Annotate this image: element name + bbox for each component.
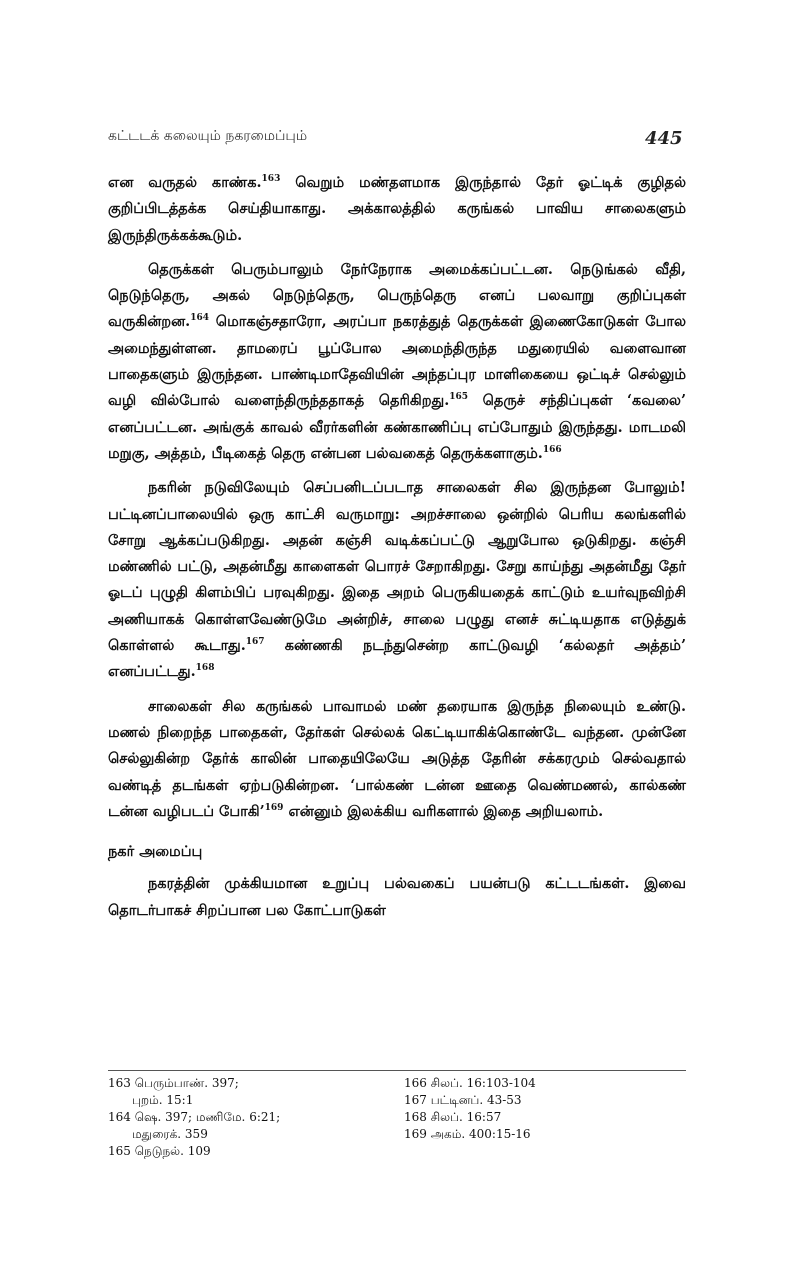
paragraph-text: என வருதல் காண்க.	[108, 174, 262, 191]
footnote: 163 பெரும்பாண். 397;	[108, 1076, 239, 1090]
paragraph-text: கண்ணகி நடந்துசென்ற காட்டுவழி ‘கல்லதர் அத்தம்’ எனப்பட்டது.	[108, 637, 686, 681]
footnote-ref: 168	[195, 663, 215, 674]
paragraph-text: தெருச் சந்திப்புகள் ‘கவலை’ எனப்பட்டன. அங்குக் காவல் வீரர்களின் கண்காணிப்பு எப்போதும் இருந்தது. மாடமலி மறுகு, அத்தம், பீடிகைத் தெரு என்பன பல்வகைத் தெருக்களாகும்.	[108, 392, 686, 462]
page-number: 445	[645, 128, 683, 149]
footnote: 168 சிலப். 16:57	[404, 1110, 502, 1124]
paragraph-1	[108, 170, 686, 249]
footnote-ref: 163	[261, 174, 281, 185]
paragraph-text: நகரின் நடுவிலேயும் செப்பனிடப்படாத சாலைகள் சில இருந்தன போலும்! பட்டினப்பாலையில் ஒரு காட்சி வருமாறு: அறச்சாலை ஒன்றில் பெரிய கலங்களில் சோறு ஆக்கப்படுகிறது. அதன் கஞ்சி வடிக்கப்பட்டு ஆறுபோல ஒடுகிறது. கஞ்சி மண்ணில் பட்டு, அதன்மீது காளைகள் பொரச் சேறாகிறது. சேறு காய்ந்து அதன்மீது தேர் ஓடப் புழுதி கிளம்பிப் பரவுகிறது. இதை அறம் பெருகியதைக் காட்டும் உயர்வுநவிற்சி அணியாகக் கொள்ளவேண்டுமே அன்றிச், சாலை பழுது எனச் சுட்டியதாக எடுத்துக் கொள்ளல் கூடாது.	[108, 479, 686, 655]
footnote-divider	[108, 1070, 686, 1071]
paragraph-text: வெறும் மண்தளமாக இருந்தால் தேர் ஓட்டிக் குழிதல் குறிப்பிடத்தக்க செய்தியாகாது. அக்காலத்தில் கருங்கல் பாவிய சாலைகளும் இருந்திருக்கக்கூடும்.	[108, 174, 686, 244]
footnote: 167 பட்டினப். 43-53	[404, 1093, 522, 1107]
main-text	[108, 170, 686, 932]
footnote-ref: 169	[264, 803, 284, 813]
footnote-ref: 167	[245, 637, 265, 648]
paragraph-text: என்னும் இலக்கிய வரிகளால் இதை அறியலாம்.	[283, 802, 604, 820]
footnote-ref: 165	[449, 392, 469, 403]
footnote: 166 சிலப். 16:103-104	[404, 1076, 536, 1090]
paragraph-text: மொகஞ்சதாரோ, அரப்பா நகரத்துத் தெருக்கள் இணைகோடுகள் போல அமைந்துள்ளன. தாமரைப் பூப்போல அமைந்திருந்த மதுரையில் வளைவான பாதைகளும் இருந்தன. பாண்டிமாதேவியின் அந்தப்புர மாளிகையை ஒட்டிச் செல்லும் வழி வில்போல் வளைந்திருந்ததாகத் தெரிகிறது.	[108, 313, 686, 410]
footnote: 164 ஷெ. 397; மணிமே. 6:21;	[108, 1110, 281, 1124]
running-title: கட்டடக் கலையும் நகரமைப்பும்	[108, 128, 308, 144]
footnote: 169 அகம். 400:15-16	[404, 1127, 531, 1141]
section-heading: நகர் அமைப்பு	[108, 843, 203, 861]
footnote-ref: 164	[190, 313, 210, 324]
footnote-continuation: புறம். 15:1	[132, 1093, 194, 1107]
paragraph-text: சாலைகள் சில கருங்கல் பாவாமல் மண் தரையாக இருந்த நிலையும் உண்டு. மணல் நிறைந்த பாதைகள், தேர்கள் செல்லக் கெட்டியாகிக்கொண்டே வந்தன. முன்னே செல்லுகின்ற தேர்க் காலின் பாதையிலேயே அடுத்த தேரின் சக்கரமும் செல்வதால் வண்டித் தடங்கள் ஏற்படுகின்றன. ‘பால்கண் டன்ன ஊதை வெண்மணல், கால்கண் டன்ன வழிபடப் போகி’	[108, 697, 686, 820]
paragraph-5: நகரத்தின் முக்கியமான உறுப்பு பல்வகைப் பயன்படு கட்டடங்கள். இவை தொடர்பாகச் சிறப்பான பல கோட்பாடுகள்	[108, 875, 686, 919]
paragraph-4	[108, 694, 686, 825]
paragraph-2	[108, 257, 686, 467]
footnotes-right-column	[390, 1075, 686, 1160]
paragraph-text: தெருக்கள் பெரும்பாலும் நேர்நேராக அமைக்கப்பட்டன. நெடுங்கல் வீதி, நெடுந்தெரு, அகல் நெடுந்தெரு, பெருந்தெரு எனப் பலவாறு குறிப்புகள் வருகின்றன.	[108, 260, 686, 331]
paragraph-3	[108, 475, 686, 685]
footnote-ref: 166	[542, 445, 562, 456]
footnote-continuation: மதுரைக். 359	[132, 1127, 208, 1141]
footnotes	[108, 1075, 686, 1160]
footnote: 165 நெடுநல். 109	[108, 1144, 211, 1158]
footnotes-left-column	[108, 1075, 390, 1160]
